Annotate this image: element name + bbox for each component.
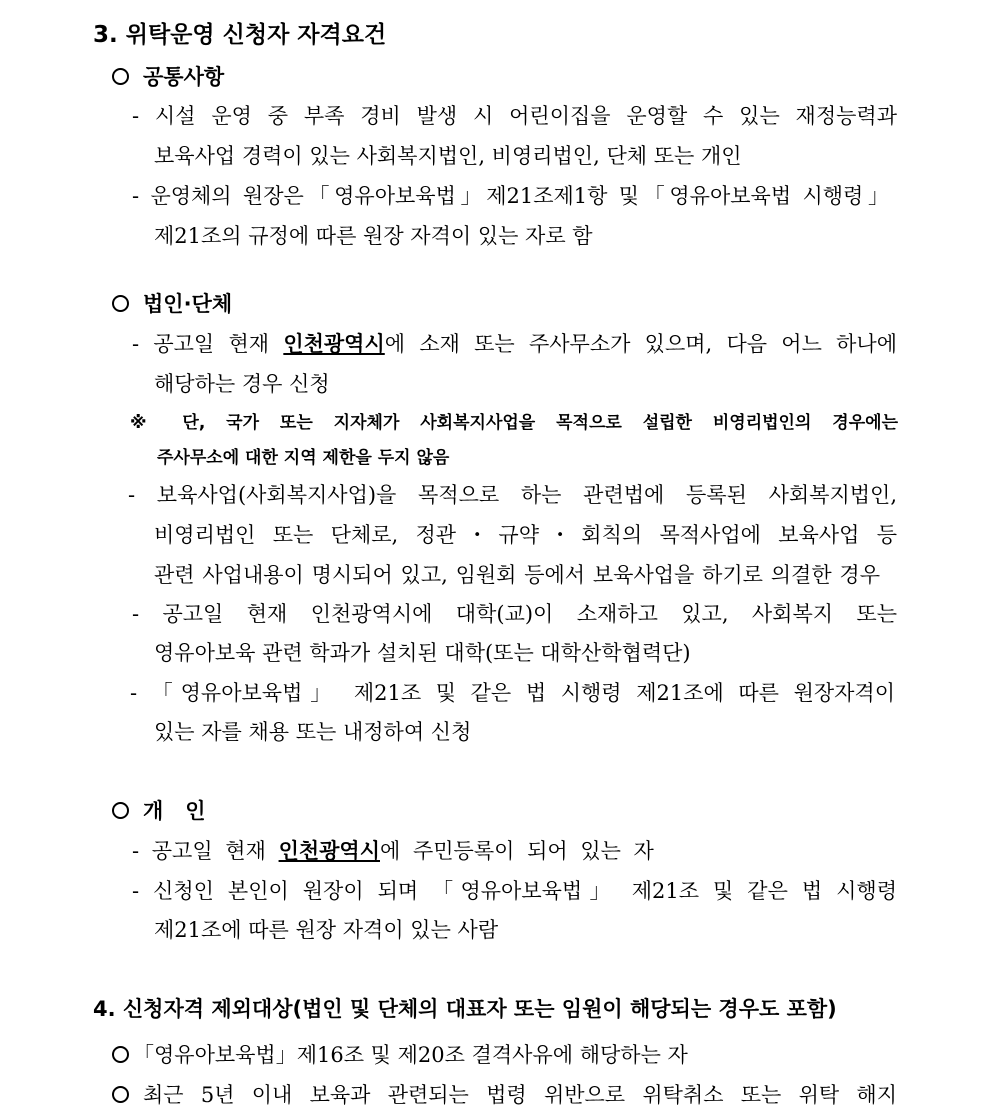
sec4-item-2-text: 최근 5년 이내 보육과 관련되는 법령 위반으로 위탁취소 또는 위탁 해지 — [143, 1083, 897, 1107]
corp-bullet-2-line-1: - 보육사업(사회복지사업)을 목적으로 하는 관련법에 등록된 사회복지법인, — [128, 483, 897, 507]
common-bullet-1-line-1: - 시설 운영 중 부족 경비 발생 시 어린이집을 운영할 수 있는 재정능력과 — [132, 104, 897, 128]
sec4-item-1-text: 「영유아보육법」제16조 및 제20조 결격사유에 해당하는 자 — [133, 1043, 688, 1067]
corporation-title — [112, 289, 232, 319]
section-4-heading: 4. 신청자격 제외대상(법인 및 단체의 대표자 또는 임원이 해당되는 경우도 포함) — [93, 997, 837, 1021]
common-requirements-title — [112, 62, 224, 92]
circle-bullet-icon — [112, 1086, 129, 1103]
corp-bullet-3-line-1: - 공고일 현재 인천광역시에 대학(교)이 소재하고 있고, 사회복지 또는 — [132, 602, 897, 626]
individual-title-text: 개 인 — [143, 799, 206, 823]
corp-bullet-2-line-2: 비영리법인 또는 단체로, 정관・규약・회칙의 목적사업에 보육사업 등 — [154, 523, 897, 547]
corp-bullet-1-line-2: 해당하는 경우 신청 — [154, 372, 330, 396]
corp-bullet-4-line-2: 있는 자를 채용 또는 내정하여 신청 — [154, 720, 472, 744]
sec4-item-2 — [112, 1080, 897, 1110]
corp-bullet-3-line-2: 영유아보육 관련 학과가 설치된 대학(또는 대학산학협력단) — [154, 641, 691, 665]
indiv-bullet-1-prefix: - 공고일 현재 — [132, 839, 279, 863]
corp-bullet-1-suffix: 에 소재 또는 주사무소가 있으며, 다음 어느 하나에 — [384, 332, 897, 356]
circle-bullet-icon — [112, 802, 129, 819]
corp-bullet-1-prefix: - 공고일 현재 — [132, 332, 284, 356]
indiv-bullet-2-line-2: 제21조에 따른 원장 자격이 있는 사람 — [154, 918, 499, 942]
corp-bullet-2-line-3: 관련 사업내용이 명시되어 있고, 임원회 등에서 보육사업을 하기로 의결한 경우 — [154, 563, 880, 587]
corp-note-line-2: 주사무소에 대한 지역 제한을 두지 않음 — [157, 448, 450, 468]
indiv-bullet-1 — [132, 836, 654, 866]
circle-bullet-icon — [112, 1046, 129, 1063]
city-name-underlined: 인천광역시 — [283, 332, 385, 356]
indiv-bullet-2-line-1: - 신청인 본인이 원장이 되며 「영유아보육법」 제21조 및 같은 법 시행령 — [132, 879, 897, 903]
common-bullet-2-line-2: 제21조의 규정에 따른 원장 자격이 있는 자로 함 — [154, 224, 593, 248]
city-name-underlined: 인천광역시 — [278, 839, 380, 863]
indiv-bullet-1-suffix: 에 주민등록이 되어 있는 자 — [380, 839, 654, 863]
corp-bullet-4-line-1: - 「영유아보육법」 제21조 및 같은 법 시행령 제21조에 따른 원장자격이 — [130, 681, 895, 705]
circle-bullet-icon — [112, 68, 129, 85]
individual-title — [112, 796, 206, 826]
sec4-item-1 — [112, 1040, 688, 1070]
common-title-text: 공통사항 — [143, 65, 225, 89]
corp-bullet-1-line-1 — [132, 329, 897, 359]
corporation-title-text: 법인·단체 — [143, 292, 233, 316]
circle-bullet-icon — [112, 295, 129, 312]
corp-note-line-1: ※ 단, 국가 또는 지자체가 사회복지사업을 목적으로 설립한 비영리법인의 경우에는 — [130, 413, 898, 433]
common-bullet-1-line-2: 보육사업 경력이 있는 사회복지법인, 비영리법인, 단체 또는 개인 — [154, 144, 742, 168]
section-3-heading: 3. 위탁운영 신청자 자격요건 — [93, 22, 387, 48]
common-bullet-2-line-1: - 운영체의 원장은「영유아보육법」제21조제1항 및「영유아보육법 시행령」 — [132, 184, 889, 208]
